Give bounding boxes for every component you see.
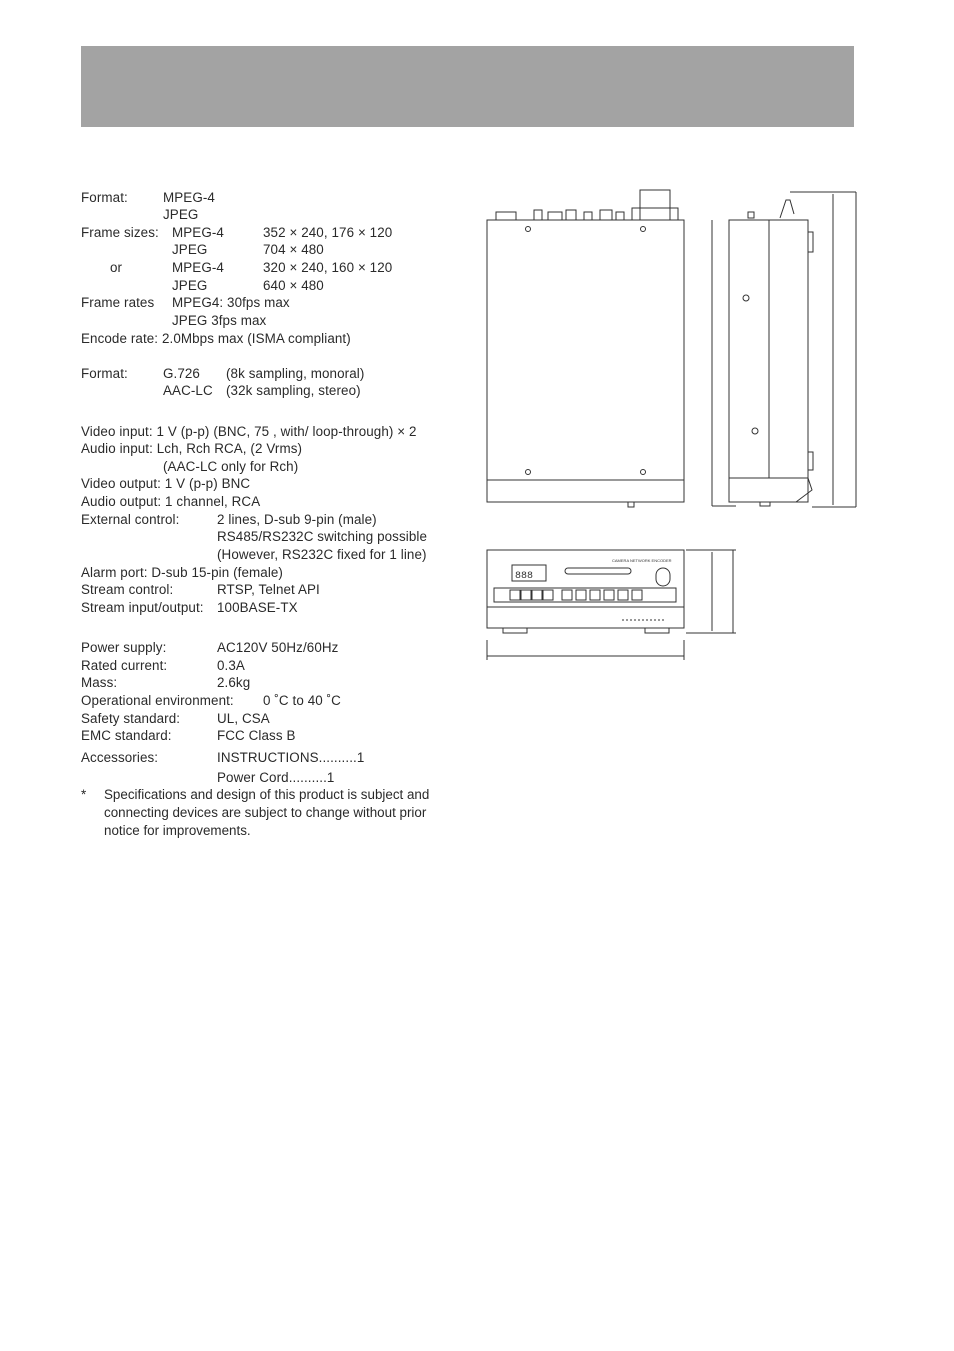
frame-sizes-label: Frame sizes: xyxy=(81,225,159,240)
stream-io-value: 100BASE-TX xyxy=(217,600,298,615)
frame-size-codec: MPEG-4 xyxy=(172,260,224,275)
note-asterisk: * xyxy=(81,787,87,802)
stream-io-label: Stream input/output: xyxy=(81,600,204,615)
front-view-drawing xyxy=(487,550,736,660)
env-label: Operational environment: xyxy=(81,693,234,708)
audio-codec-g726-desc: (8k sampling, monoral) xyxy=(226,366,365,381)
video-format-label: Format: xyxy=(81,190,128,205)
side-view-drawing xyxy=(712,192,856,507)
power-value: AC120V 50Hz/60Hz xyxy=(217,640,339,655)
frame-size-value: 640 × 480 xyxy=(263,278,324,293)
frame-size-value: 352 × 240, 176 × 120 xyxy=(263,225,393,240)
alarm-port: Alarm port: D-sub 15-pin (female) xyxy=(81,565,283,580)
safety-label: Safety standard: xyxy=(81,711,181,726)
front-panel-brand-text: CAMERA NETWORK ENCODER xyxy=(612,558,672,563)
video-input: Video input: 1 V (p-p) (BNC, 75 , with/ loop-through) × 2 xyxy=(81,424,417,439)
external-control-value: (However, RS232C fixed for 1 line) xyxy=(217,547,427,562)
frame-size-codec: MPEG-4 xyxy=(172,225,224,240)
video-format-mpeg4: MPEG-4 xyxy=(163,190,215,205)
external-control-value: RS485/RS232C switching possible xyxy=(217,529,428,544)
env-value: 0 ˚C to 40 ˚C xyxy=(263,693,341,708)
audio-format-label: Format: xyxy=(81,366,128,381)
frame-rate-mpeg4: MPEG4: 30fps max xyxy=(172,295,290,310)
current-value: 0.3A xyxy=(217,658,245,673)
emc-label: EMC standard: xyxy=(81,728,172,743)
external-control-label: External control: xyxy=(81,512,180,527)
frame-rates-label: Frame rates xyxy=(81,295,155,310)
or-label: or xyxy=(110,260,123,275)
video-format-jpeg: JPEG xyxy=(163,207,199,222)
frame-size-codec: JPEG xyxy=(172,278,208,293)
top-view-drawing xyxy=(487,190,684,507)
mass-value: 2.6kg xyxy=(217,675,251,690)
stream-control-value: RTSP, Telnet API xyxy=(217,582,320,597)
encode-rate: Encode rate: 2.0Mbps max (ISMA compliant) xyxy=(81,331,351,346)
frame-size-value: 704 × 480 xyxy=(263,242,324,257)
audio-codec-aac: AAC-LC xyxy=(163,383,213,398)
safety-value: UL, CSA xyxy=(217,711,270,726)
audio-input-note: (AAC-LC only for Rch) xyxy=(163,459,299,474)
audio-codec-aac-desc: (32k sampling, stereo) xyxy=(226,383,361,398)
stream-control-label: Stream control: xyxy=(81,582,174,597)
audio-input: Audio input: Lch, Rch RCA, (2 Vrms) xyxy=(81,441,303,456)
external-control-value: 2 lines, D-sub 9-pin (male) xyxy=(217,512,377,527)
frame-size-value: 320 × 240, 160 × 120 xyxy=(263,260,393,275)
power-label: Power supply: xyxy=(81,640,167,655)
emc-value: FCC Class B xyxy=(217,728,296,743)
accessory-item: INSTRUCTIONS..........1 xyxy=(217,750,365,765)
audio-output: Audio output: 1 channel, RCA xyxy=(81,494,261,509)
frame-size-codec: JPEG xyxy=(172,242,208,257)
front-panel-display: 888 xyxy=(515,571,534,582)
audio-codec-g726: G.726 xyxy=(163,366,200,381)
accessory-item: Power Cord..........1 xyxy=(217,770,335,785)
current-label: Rated current: xyxy=(81,658,168,673)
video-output: Video output: 1 V (p-p) BNC xyxy=(81,476,251,491)
frame-rate-jpeg: JPEG 3fps max xyxy=(172,313,267,328)
note-text: Specifications and design of this product is subject and connecting devices are subject to change without prior notice for improvements. xyxy=(104,787,430,838)
accessories-label: Accessories: xyxy=(81,750,159,765)
mass-label: Mass: xyxy=(81,675,118,690)
